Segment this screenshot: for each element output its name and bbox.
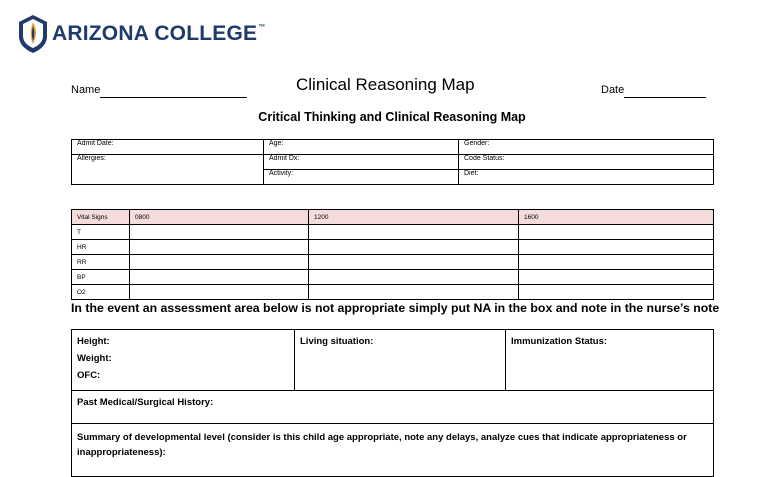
vitals-cell[interactable]	[309, 225, 519, 240]
vitals-row-label: T	[72, 225, 130, 240]
activity-cell[interactable]: Activity:	[264, 170, 459, 185]
measurements-cell[interactable]	[72, 330, 295, 391]
allergies-cell[interactable]: Allergies:	[72, 155, 264, 185]
admit-date-cell[interactable]: Admit Date:	[72, 140, 264, 155]
vitals-cell[interactable]	[130, 240, 309, 255]
age-cell[interactable]: Age:	[264, 140, 459, 155]
code-status-cell[interactable]: Code Status:	[459, 155, 714, 170]
vitals-row	[72, 225, 714, 240]
vitals-header-cell: 0800	[130, 210, 309, 225]
vitals-row-label: RR	[72, 255, 130, 270]
vitals-cell[interactable]	[309, 240, 519, 255]
vitals-row	[72, 270, 714, 285]
vitals-cell[interactable]	[519, 270, 714, 285]
logo-wordmark: ARIZONA COLLEGE™	[52, 22, 266, 45]
height-label: Height:	[77, 336, 110, 347]
vitals-row	[72, 255, 714, 270]
vitals-cell[interactable]	[519, 255, 714, 270]
vitals-row	[72, 240, 714, 255]
date-line[interactable]	[624, 86, 706, 98]
vitals-row-label: O2	[72, 285, 130, 300]
page-title: Clinical Reasoning Map	[296, 75, 475, 94]
vitals-header-cell: 1600	[519, 210, 714, 225]
vitals-cell[interactable]	[519, 285, 714, 300]
admit-dx-cell[interactable]: Admit Dx:	[264, 155, 459, 170]
vitals-cell[interactable]	[309, 285, 519, 300]
vitals-row-label: HR	[72, 240, 130, 255]
arizona-college-logo-icon	[18, 14, 48, 54]
vitals-cell[interactable]	[519, 225, 714, 240]
date-field	[601, 80, 706, 98]
form-subtitle: Critical Thinking and Clinical Reasoning Map	[258, 110, 526, 124]
past-history-cell[interactable]: Past Medical/Surgical History:	[72, 391, 714, 424]
assessment-table	[71, 329, 714, 477]
vitals-cell[interactable]	[309, 270, 519, 285]
vitals-cell[interactable]	[130, 270, 309, 285]
vitals-cell[interactable]	[309, 255, 519, 270]
date-label: Date	[601, 84, 625, 96]
vitals-cell[interactable]	[130, 225, 309, 240]
immunization-status-cell[interactable]: Immunization Status:	[506, 330, 714, 391]
living-situation-cell[interactable]: Living situation:	[295, 330, 506, 391]
weight-label: Weight:	[77, 353, 112, 364]
vitals-row	[72, 285, 714, 300]
vitals-header-cell: 1200	[309, 210, 519, 225]
vitals-header-row	[72, 210, 714, 225]
vital-signs-table	[71, 209, 714, 300]
na-instruction-note: In the event an assessment area below is not appropriate simply put NA in the box and note in the nurse’s note	[71, 301, 720, 315]
developmental-summary-cell[interactable]: Summary of developmental level (consider is this child age appropriate, note any delays, analyze cues that indicate appropriateness or inappropriateness):	[72, 424, 714, 477]
vitals-cell[interactable]	[130, 255, 309, 270]
ofc-label: OFC:	[77, 370, 101, 381]
vitals-header-cell: Vital Signs	[72, 210, 130, 225]
vitals-cell[interactable]	[519, 240, 714, 255]
name-label: Name	[71, 84, 101, 96]
name-line[interactable]	[100, 86, 247, 98]
diet-cell[interactable]: Diet:	[459, 170, 714, 185]
gender-cell[interactable]: Gender:	[459, 140, 714, 155]
vitals-cell[interactable]	[130, 285, 309, 300]
vitals-row-label: BP	[72, 270, 130, 285]
patient-info-table	[71, 139, 714, 185]
name-field	[71, 80, 247, 98]
